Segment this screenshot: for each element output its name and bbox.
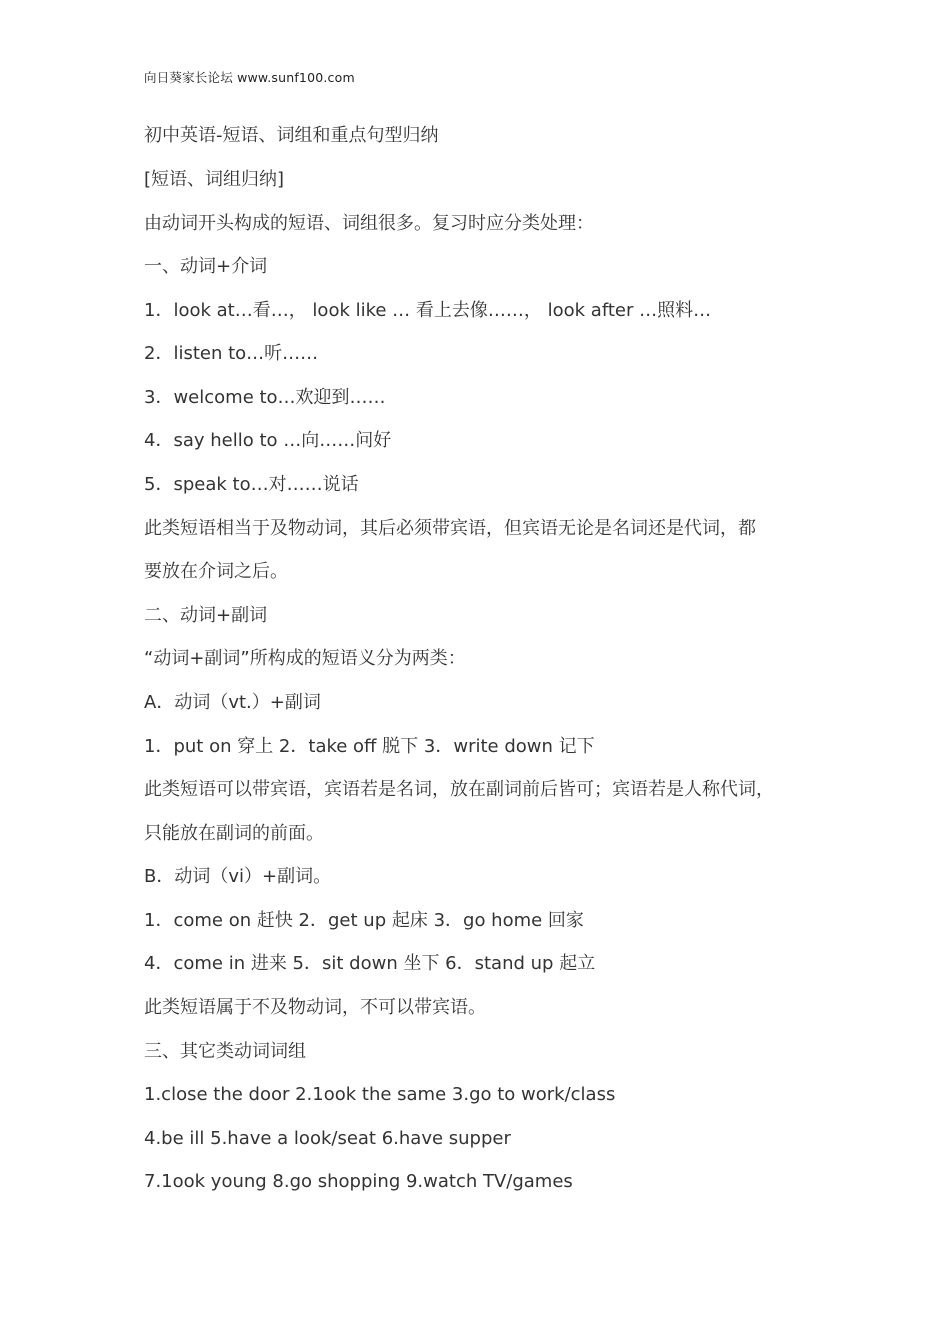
- list-item: 7.1ook young 8.go shopping 9.watch TV/games: [144, 1171, 573, 1192]
- paragraph-line: 此类短语相当于及物动词，其后必须带宾语，但宾语无论是名词还是代词，都: [144, 518, 756, 539]
- paragraph-line: 要放在介词之后。: [144, 561, 288, 582]
- paragraph-line: “动词+副词”所构成的短语义分为两类：: [144, 648, 466, 669]
- section-heading-phrases: [短语、词组归纳]: [144, 169, 285, 190]
- list-item: 2．listen to…听……: [144, 343, 319, 364]
- list-item: 3．welcome to…欢迎到……: [144, 387, 386, 408]
- subsection-heading-b: B．动词（vi）+副词。: [144, 866, 332, 887]
- paragraph-intro: 由动词开头构成的短语、词组很多。复习时应分类处理：: [144, 213, 594, 234]
- section-heading-verb-prep: 一、动词+介词: [144, 256, 268, 277]
- list-item: 1.close the door 2.1ook the same 3.go to work/class: [144, 1084, 616, 1105]
- section-heading-other: 三、其它类动词词组: [144, 1041, 306, 1062]
- list-item: 4.be ill 5.have a look/seat 6.have supper: [144, 1128, 511, 1149]
- paragraph-line: 此类短语可以带宾语，宾语若是名词，放在副词前后皆可；宾语若是人称代词，: [144, 779, 774, 800]
- list-item: 1．put on 穿上 2．take off 脱下 3．write down 记下: [144, 736, 595, 757]
- list-item: 1．come on 赶快 2．get up 起床 3．go home 回家: [144, 910, 584, 931]
- list-item: 4．say hello to …向……问好: [144, 430, 392, 451]
- list-item: 1．look at…看…， look like … 看上去像……， look after …照料…: [144, 300, 712, 321]
- document-title: 初中英语-短语、词组和重点句型归纳: [144, 125, 439, 146]
- section-heading-verb-adv: 二、动词+副词: [144, 605, 268, 626]
- subsection-heading-a: A．动词（vt.）+副词: [144, 692, 321, 713]
- paragraph-line: 只能放在副词的前面。: [144, 823, 324, 844]
- paragraph-line: 此类短语属于不及物动词，不可以带宾语。: [144, 997, 486, 1018]
- list-item: 5．speak to…对……说话: [144, 474, 359, 495]
- page-header: 向日葵家长论坛 www.sunf100.com: [144, 70, 355, 85]
- list-item: 4．come in 进来 5．sit down 坐下 6．stand up 起立: [144, 953, 596, 974]
